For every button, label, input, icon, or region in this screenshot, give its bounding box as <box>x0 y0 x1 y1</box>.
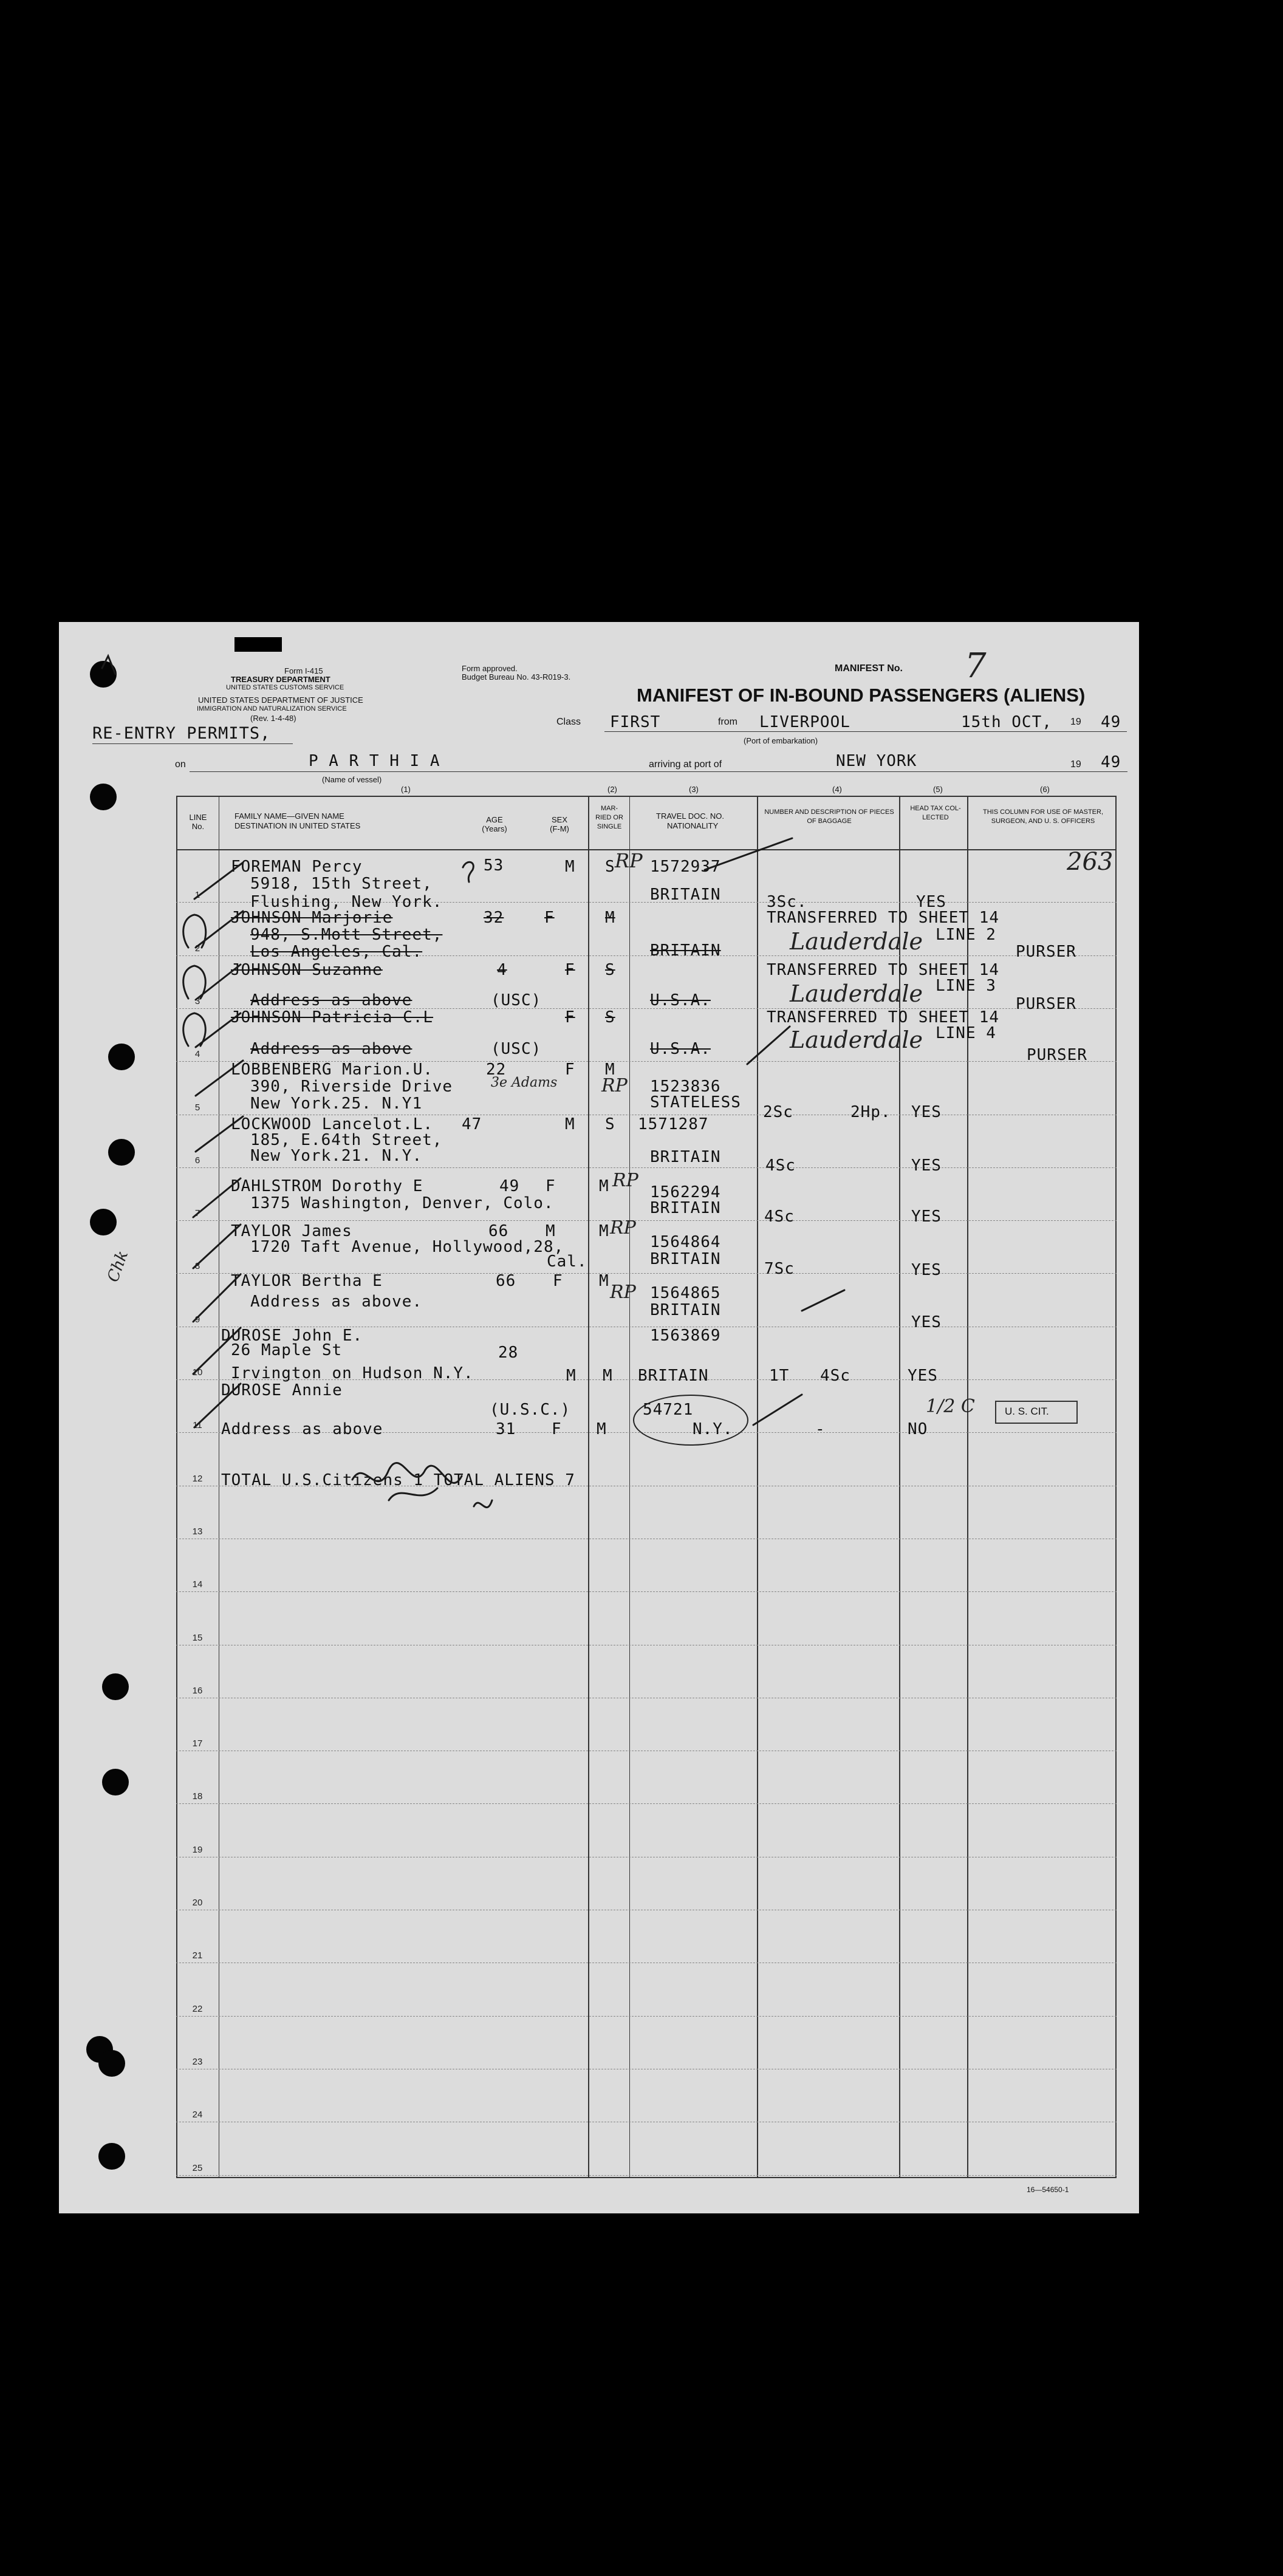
r9-sex: F <box>553 1272 563 1290</box>
r11-nat: N.Y. <box>693 1420 733 1438</box>
on-label: on <box>175 759 186 770</box>
r5-head-tax: YES <box>911 1103 942 1121</box>
r7-addr: 1375 Washington, Denver, Colo. <box>250 1194 554 1212</box>
r6-age: 47 <box>462 1115 482 1133</box>
r7-name: DAHLSTROM Dorothy E <box>231 1177 423 1195</box>
r11-sex: F <box>552 1420 562 1438</box>
r4-usc: (USC) <box>491 1040 542 1058</box>
r6-doc: 1571287 <box>638 1115 709 1133</box>
r11-stamp-text: U. S. CIT. <box>1005 1406 1049 1417</box>
hdr-travel-doc: TRAVEL DOC. NO. <box>656 811 724 821</box>
line-number: 25 <box>192 2163 203 2173</box>
r8-addr1: 1720 Taft Avenue, Hollywood,28, <box>250 1238 564 1256</box>
col-num-3: (3) <box>689 785 699 794</box>
r2-ms: M <box>605 909 615 927</box>
r9-name: TAYLOR Bertha E <box>231 1272 383 1290</box>
year-value: 49 <box>1101 713 1121 731</box>
r10-name: DUROSE John E. <box>221 1327 363 1345</box>
r11-ms: M <box>597 1420 607 1438</box>
r9-nat: BRITAIN <box>650 1301 721 1319</box>
r1-sex: M <box>565 858 575 876</box>
arrival-year: 49 <box>1101 753 1121 771</box>
r6-baggage: 4Sc <box>765 1156 796 1175</box>
r2-nat: BRITAIN <box>650 941 721 960</box>
form-revision: (Rev. 1-4-48) <box>250 714 296 723</box>
line-number: 18 <box>192 1791 203 1802</box>
r8-rp-note: RP <box>610 1217 636 1238</box>
r6-nat: BRITAIN <box>650 1148 721 1166</box>
r1-officer: 263 <box>1067 848 1114 876</box>
col-rule <box>629 796 630 2178</box>
from-label: from <box>718 717 737 727</box>
line-number: 9 <box>194 1314 200 1325</box>
punch-hole <box>108 1044 135 1070</box>
col-num-5: (5) <box>933 785 943 794</box>
r10-head-tax: YES <box>908 1367 938 1385</box>
r2-addr1: 948, S.Mott Street, <box>250 926 443 944</box>
r8-addr2: Cal. <box>547 1252 587 1271</box>
line-number: 17 <box>192 1738 203 1749</box>
vessel-underline <box>190 771 1127 772</box>
punch-hole <box>102 1769 129 1795</box>
r1-ms: S <box>605 858 615 876</box>
row-rule <box>176 1167 1117 1168</box>
r1-rp-note: RP <box>615 849 643 872</box>
line-number: 3 <box>194 996 200 1006</box>
col-num-6: (6) <box>1040 785 1050 794</box>
form-number: Form I-415 <box>284 666 323 675</box>
r8-head-tax: YES <box>911 1261 942 1279</box>
dept-ins: IMMIGRATION AND NATURALIZATION SERVICE <box>197 705 347 712</box>
r10-nat: BRITAIN <box>638 1367 709 1385</box>
r1-nat: BRITAIN <box>650 886 721 904</box>
r7-ms: M <box>599 1177 609 1195</box>
r7-age: 49 <box>499 1177 520 1195</box>
col-rule <box>967 796 968 2178</box>
r2-age: 32 <box>484 909 504 927</box>
punch-hole <box>98 2050 125 2077</box>
arriving-port: NEW YORK <box>836 752 917 770</box>
r2-name: JOHNSON Marjorie <box>231 909 393 927</box>
r2-line: LINE 2 <box>936 926 996 944</box>
r3-name: JOHNSON Suzanne <box>231 961 383 979</box>
r7-doc: 1562294 <box>650 1183 721 1201</box>
r3-nat: U.S.A. <box>650 991 711 1010</box>
r4-sex: F <box>565 1008 575 1027</box>
r10-baggage: 1T <box>769 1367 790 1385</box>
r10-sex: M <box>566 1367 576 1385</box>
r8-nat: BRITAIN <box>650 1250 721 1268</box>
r3-addr: Address as above <box>250 991 412 1010</box>
r4-purser: PURSER <box>1027 1046 1087 1064</box>
r11-usc: (U.S.C.) <box>490 1401 571 1419</box>
line-number: 23 <box>192 2057 203 2067</box>
hdr-nationality: NATIONALITY <box>667 821 719 830</box>
r11-doc: 54721 <box>643 1401 694 1419</box>
r6-ms: S <box>605 1115 615 1133</box>
r1-addr2: Flushing, New York. <box>250 893 443 911</box>
r7-head-tax: YES <box>911 1208 942 1226</box>
port-embarkation-caption: (Port of embarkation) <box>744 736 818 745</box>
manifest-title: MANIFEST OF IN-BOUND PASSENGERS (ALIENS) <box>637 685 1086 706</box>
line-number: 12 <box>192 1474 203 1484</box>
r5-addr1: 390, Riverside Drive <box>250 1078 453 1096</box>
r5-baggage2: 2Hp. <box>850 1103 891 1121</box>
hdr-head-tax: HEAD TAX COL-LECTED <box>910 805 961 821</box>
r11-name: DUROSE Annie <box>221 1381 343 1399</box>
class-value: FIRST <box>610 713 661 731</box>
r5-rp-note: RP <box>601 1075 628 1096</box>
from-value: LIVERPOOL <box>759 713 850 731</box>
manifest-no-label: MANIFEST No. <box>835 663 903 674</box>
class-underline <box>604 731 1127 732</box>
r9-rp-note: RP <box>610 1282 636 1303</box>
line-number: 16 <box>192 1686 203 1696</box>
row-rule <box>176 1591 1117 1592</box>
r5-doc: 1523836 <box>650 1078 721 1096</box>
r5-addr2: New York.25. N.Y1 <box>250 1095 423 1113</box>
redaction-mark <box>234 637 282 652</box>
r3-ms: S <box>605 961 615 979</box>
r11-addr: Address as above <box>221 1420 383 1438</box>
r5-note: 3e Adams <box>491 1075 558 1090</box>
arrival-year-prefix: 19 <box>1070 759 1081 770</box>
r7-baggage: 4Sc <box>764 1208 795 1226</box>
line-number: 13 <box>192 1526 203 1537</box>
hdr-married: MAR-RIED OR SINGLE <box>595 805 623 830</box>
dept-treasury: TREASURY DEPARTMENT <box>231 675 330 684</box>
col-rule <box>588 796 589 2178</box>
r11-age: 31 <box>496 1420 516 1438</box>
date-value: 15th OCT, <box>961 713 1052 731</box>
budget-bureau: Budget Bureau No. 43-R019-3. <box>462 672 571 682</box>
r6-addr2: New York.21. N.Y. <box>250 1147 423 1165</box>
punch-hole <box>90 661 117 688</box>
r2-transfer: TRANSFERRED TO SHEET 14 <box>767 909 1000 927</box>
footer-code: 16—54650-1 <box>1027 2185 1069 2194</box>
line-number: 5 <box>194 1102 200 1113</box>
margin-note: Chk <box>104 1248 132 1285</box>
dept-customs: UNITED STATES CUSTOMS SERVICE <box>226 684 344 691</box>
hdr-officers: THIS COLUMN FOR USE OF MASTER, SURGEON, AND U. S. OFFICERS <box>982 808 1103 825</box>
r11-baggage: - <box>815 1420 826 1438</box>
row-rule <box>176 1220 1117 1221</box>
r4-addr: Address as above <box>250 1040 412 1058</box>
punch-hole <box>98 2143 125 2170</box>
r4-nat: U.S.A. <box>650 1040 711 1058</box>
hdr-baggage: NUMBER AND DESCRIPTION OF PIECES OF BAGGAGE <box>764 808 894 825</box>
line-number: 24 <box>192 2110 203 2120</box>
punch-hole <box>90 784 117 810</box>
r5-baggage: 2Sc <box>763 1103 793 1121</box>
r6-addr1: 185, E.64th Street, <box>250 1131 443 1149</box>
r4-line: LINE 4 <box>936 1024 996 1042</box>
manifest-no-value: 7 <box>965 646 987 686</box>
r3-sex: F <box>565 961 575 979</box>
r2-sex: F <box>544 909 555 927</box>
r3-age: 4 <box>497 961 507 979</box>
r11-hsm-note: 1/2 C <box>926 1396 975 1417</box>
year-prefix: 19 <box>1070 717 1081 727</box>
line-number: 19 <box>192 1845 203 1855</box>
r7-rp-note: RP <box>612 1170 638 1191</box>
r3-purser: PURSER <box>1016 995 1076 1013</box>
r1-baggage: 3Sc. <box>767 893 807 911</box>
r2-purser: PURSER <box>1016 943 1076 961</box>
r4-name: JOHNSON Patricia C.L <box>231 1008 434 1027</box>
header-divider <box>176 849 1117 850</box>
r11-head-tax: NO <box>908 1420 928 1438</box>
r10-ms: M <box>603 1367 613 1385</box>
r10-baggage2: 4Sc <box>820 1367 850 1385</box>
r3-line: LINE 3 <box>936 977 996 995</box>
r5-sex: F <box>565 1061 575 1079</box>
r4-lauderdale: Lauderdale <box>790 1027 923 1053</box>
hdr-sex: SEX (F-M) <box>550 815 569 833</box>
r2-lauderdale: Lauderdale <box>790 928 923 955</box>
punch-hole <box>90 1209 117 1235</box>
line-number: 22 <box>192 2004 203 2014</box>
r5-nat: STATELESS <box>650 1093 741 1112</box>
vessel-name: P A R T H I A <box>309 752 440 770</box>
row-rule <box>176 1803 1117 1804</box>
row-rule <box>176 2175 1117 2176</box>
r9-age: 66 <box>496 1272 516 1290</box>
punch-hole <box>102 1673 129 1700</box>
line-number: 20 <box>192 1898 203 1908</box>
r9-ms: M <box>599 1272 609 1290</box>
r5-name: LOBBENBERG Marion.U. <box>231 1061 434 1079</box>
hdr-destination: DESTINATION IN UNITED STATES <box>234 821 361 830</box>
punch-hole <box>108 1139 135 1166</box>
r8-baggage: 7Sc <box>764 1260 795 1278</box>
r6-head-tax: YES <box>911 1156 942 1175</box>
line-number: 1 <box>194 890 200 900</box>
line-number: 8 <box>194 1261 200 1271</box>
r1-addr1: 5918, 15th Street, <box>250 875 433 893</box>
line-number: 14 <box>192 1579 203 1590</box>
r9-doc: 1564865 <box>650 1284 721 1302</box>
line-number: 11 <box>193 1420 202 1430</box>
col-num-1: (1) <box>401 785 411 794</box>
line-number: 6 <box>194 1155 200 1166</box>
r8-ms: M <box>599 1222 609 1240</box>
r8-age: 66 <box>488 1222 509 1240</box>
r4-transfer: TRANSFERRED TO SHEET 14 <box>767 1008 1000 1027</box>
r3-lauderdale: Lauderdale <box>790 980 923 1007</box>
r4-ms: S <box>605 1008 615 1027</box>
dept-justice: UNITED STATES DEPARTMENT OF JUSTICE <box>198 695 363 705</box>
vessel-caption: (Name of vessel) <box>322 775 382 784</box>
r2-addr2: Los Angeles, Cal. <box>250 943 423 961</box>
line-number: 15 <box>192 1633 203 1643</box>
form-approved: Form approved. <box>462 664 518 673</box>
arriving-label: arriving at port of <box>649 759 722 770</box>
col-num-2: (2) <box>607 785 617 794</box>
class-label: Class <box>556 717 581 727</box>
r8-doc: 1564864 <box>650 1233 721 1251</box>
hdr-age: AGE (Years) <box>482 815 507 833</box>
hdr-family-name: FAMILY NAME—GIVEN NAME <box>234 811 344 821</box>
r6-name: LOCKWOOD Lancelot.L. <box>231 1115 434 1133</box>
hdr-line-no: LINE No. <box>189 813 207 831</box>
r7-sex: F <box>546 1177 556 1195</box>
col-num-4: (4) <box>832 785 842 794</box>
r1-name: FOREMAN Percy <box>231 858 363 876</box>
r10-age: 28 <box>498 1344 519 1362</box>
r3-usc: (USC) <box>491 991 542 1010</box>
r9-addr: Address as above. <box>250 1293 423 1311</box>
r8-sex: M <box>546 1222 556 1240</box>
line-number: 4 <box>194 1049 200 1059</box>
r8-name: TAYLOR James <box>231 1222 352 1240</box>
r10-addr2: Irvington on Hudson N.Y. <box>231 1364 474 1382</box>
line-number: 7 <box>194 1208 200 1218</box>
line-number: 21 <box>192 1950 203 1961</box>
reentry-underline <box>92 743 293 744</box>
r1-age: 53 <box>484 856 504 875</box>
row-rule <box>176 2016 1117 2017</box>
r10-doc: 1563869 <box>650 1327 721 1345</box>
line-number: 10 <box>192 1367 203 1378</box>
r1-doc: 1572937 <box>650 858 721 876</box>
r5-age: 22 <box>486 1061 507 1079</box>
totals-line: TOTAL U.S.Citizens 1 TOTAL ALIENS 7 <box>221 1471 575 1489</box>
r7-nat: BRITAIN <box>650 1199 721 1217</box>
r9-head-tax: YES <box>911 1313 942 1331</box>
reentry-permits: RE-ENTRY PERMITS, <box>92 724 271 743</box>
col-rule <box>757 796 758 2178</box>
r3-transfer: TRANSFERRED TO SHEET 14 <box>767 961 1000 979</box>
r5-ms: M <box>605 1061 615 1079</box>
r6-sex: M <box>565 1115 575 1133</box>
r1-head-tax: YES <box>916 893 946 911</box>
line-number: 2 <box>194 943 200 954</box>
r10-addr1: 26 Maple St <box>231 1341 343 1359</box>
